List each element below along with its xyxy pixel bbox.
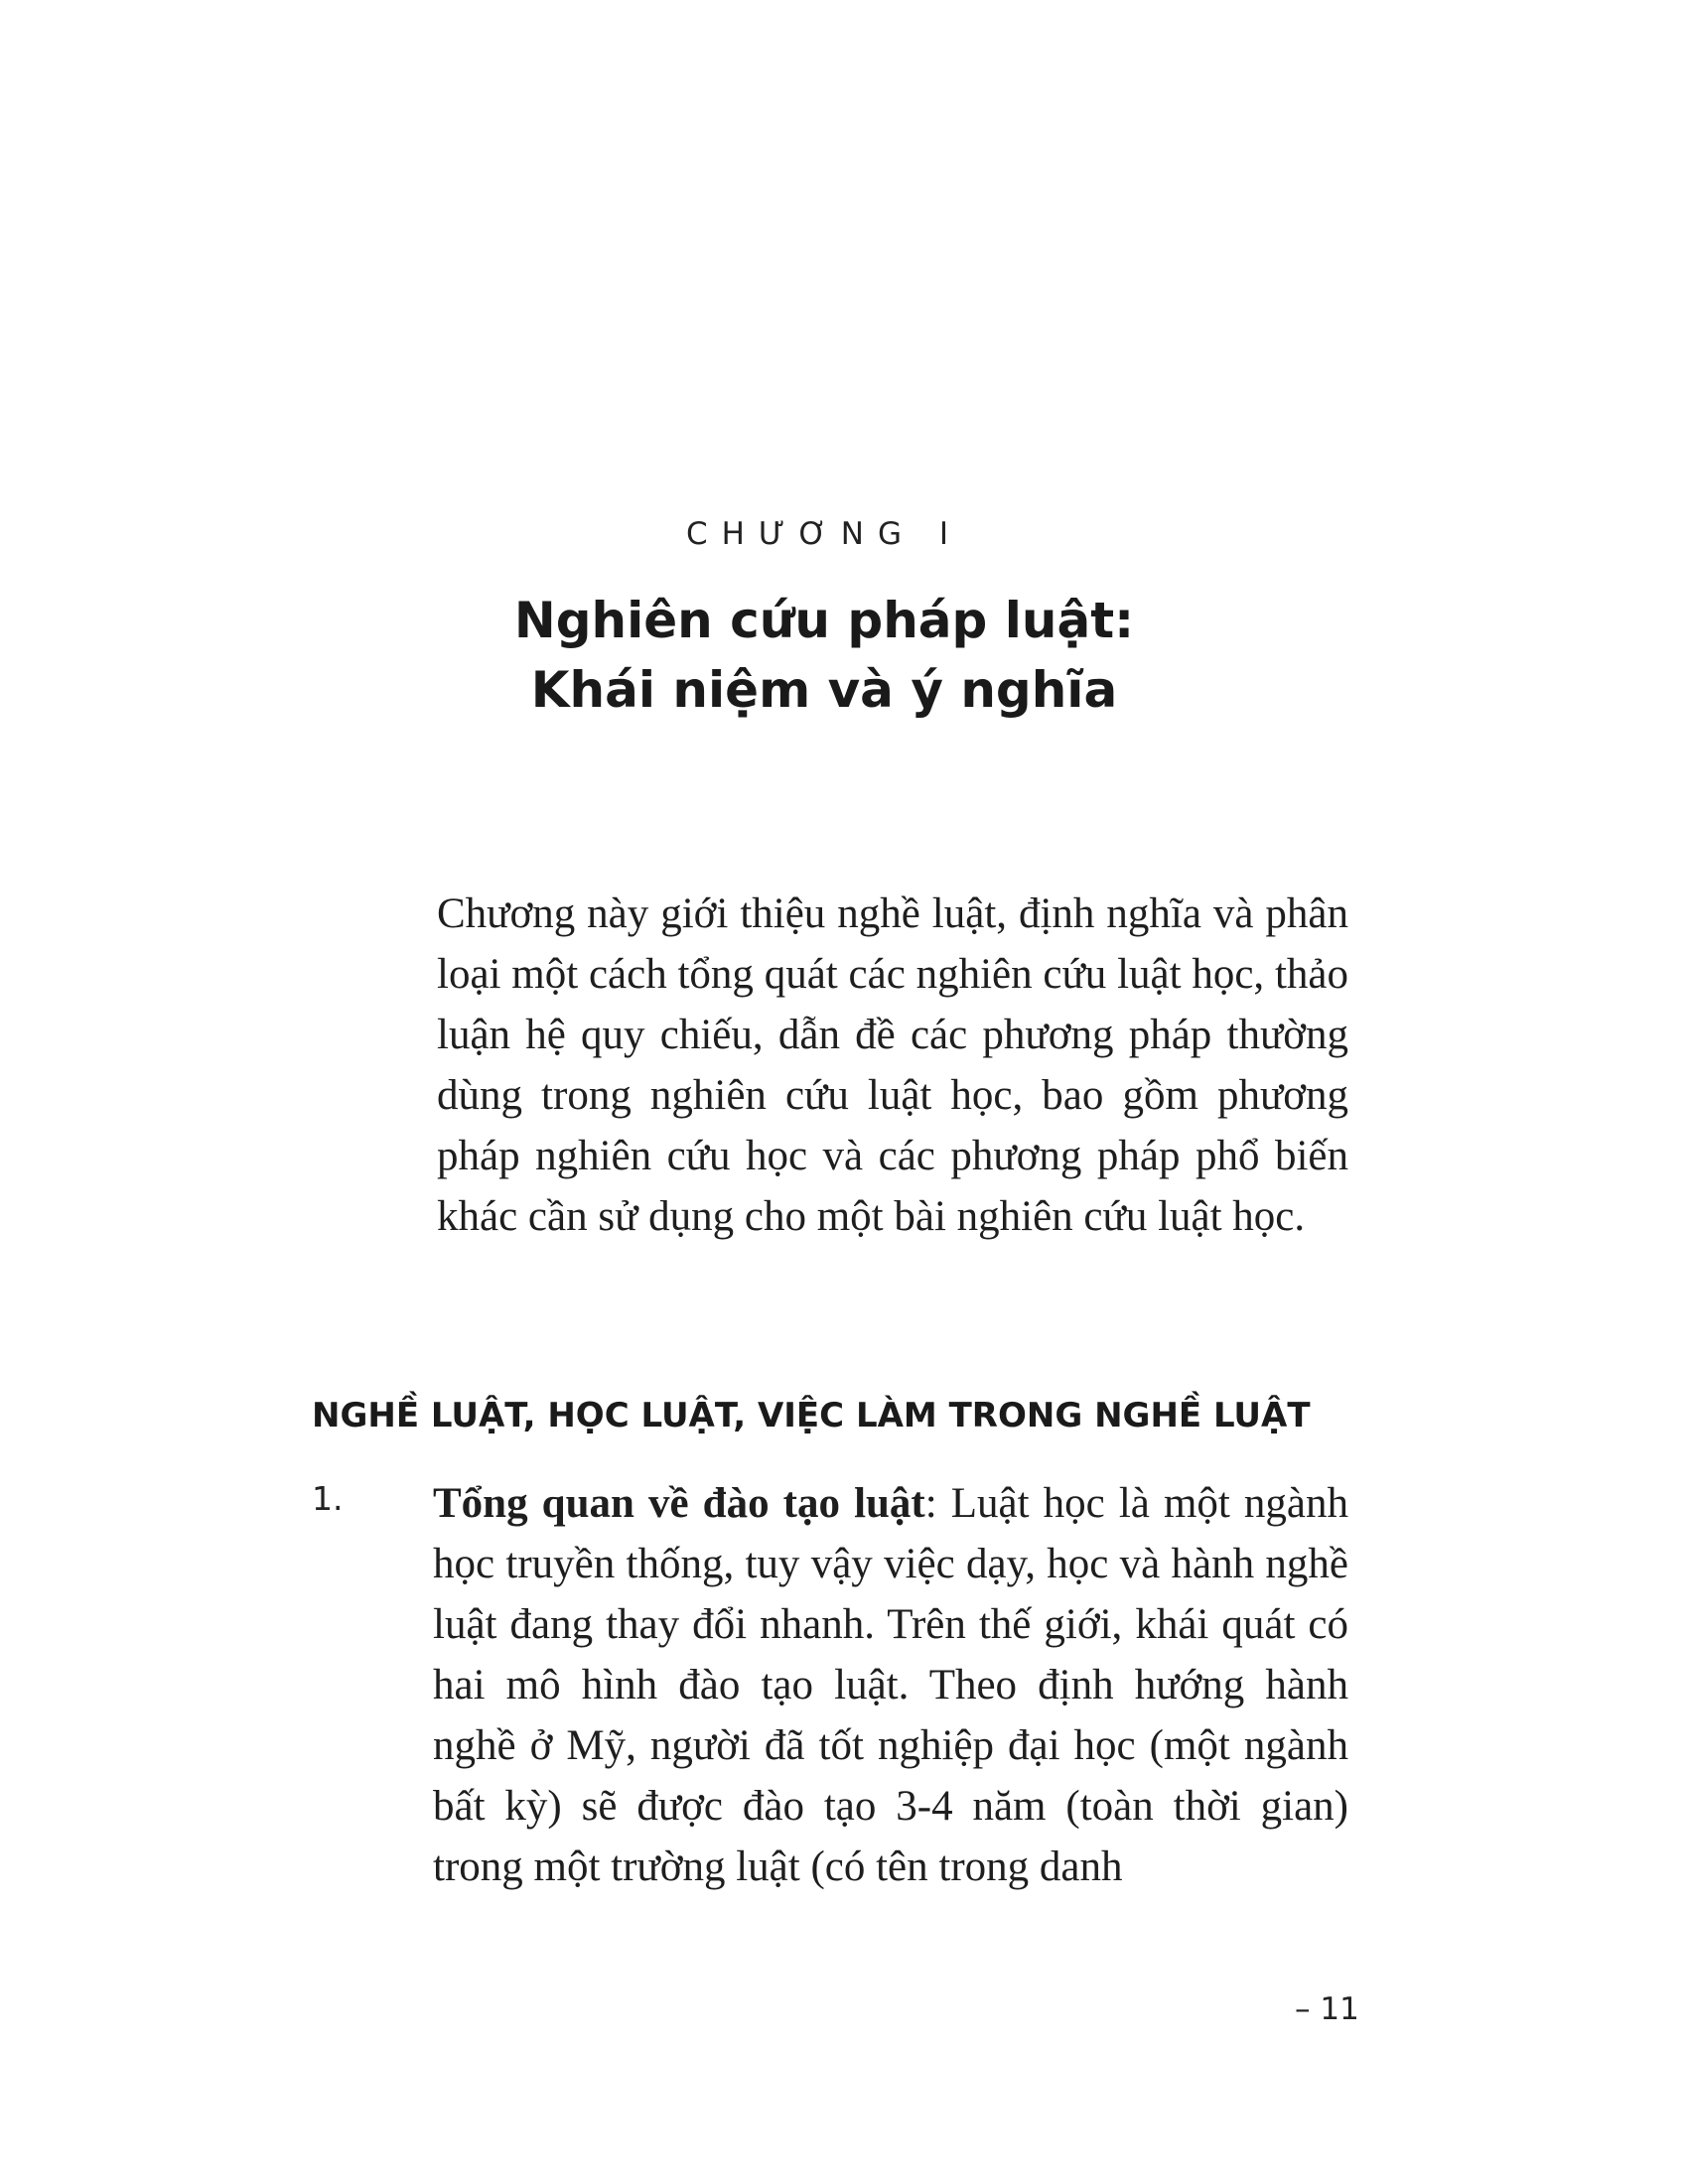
- page-number: – 11: [1295, 1991, 1359, 2027]
- chapter-intro-paragraph: Chương này giới thiệu nghề luật, định nghĩa và phân loại một cách tổng quát các nghiên cứu luật học, thảo luận hệ quy chiếu, dẫn đề các phương pháp thường dùng trong nghiên cứu luật học, bao gồm phương pháp nghiên cứu học và các phương pháp phổ biến khác cần sử dụng cho một bài nghiên cứu luật học.: [437, 890, 1348, 1240]
- item-term: Tổng quan về đào tạo luật: [433, 1480, 925, 1527]
- item-body: [433, 1473, 1348, 1897]
- chapter-label: CHƯƠNG I: [685, 516, 963, 552]
- item-text: : Luật học là một ngành học truyền thống, tuy vậy việc dạy, học và hành nghề luật đang thay đổi nhanh. Trên thế giới, khái quát có hai mô hình đào tạo luật. Theo định hướng hành nghề ở Mỹ, người đã tốt nghiệp đại học (một ngành bất kỳ) sẽ được đào tạo 3-4 năm (toàn thời gian) trong một trường luật (có tên trong danh: [433, 1480, 1348, 1890]
- section-heading: NGHỀ LUẬT, HỌC LUẬT, VIỆC LÀM TRONG NGHỀ LUẬT: [312, 1396, 1311, 1435]
- chapter-title: [0, 586, 1648, 725]
- chapter-title-line-2: Khái niệm và ý nghĩa: [530, 661, 1118, 719]
- item-number: 1.: [312, 1479, 344, 1518]
- chapter-title-line-1: Nghiên cứu pháp luật:: [513, 592, 1135, 649]
